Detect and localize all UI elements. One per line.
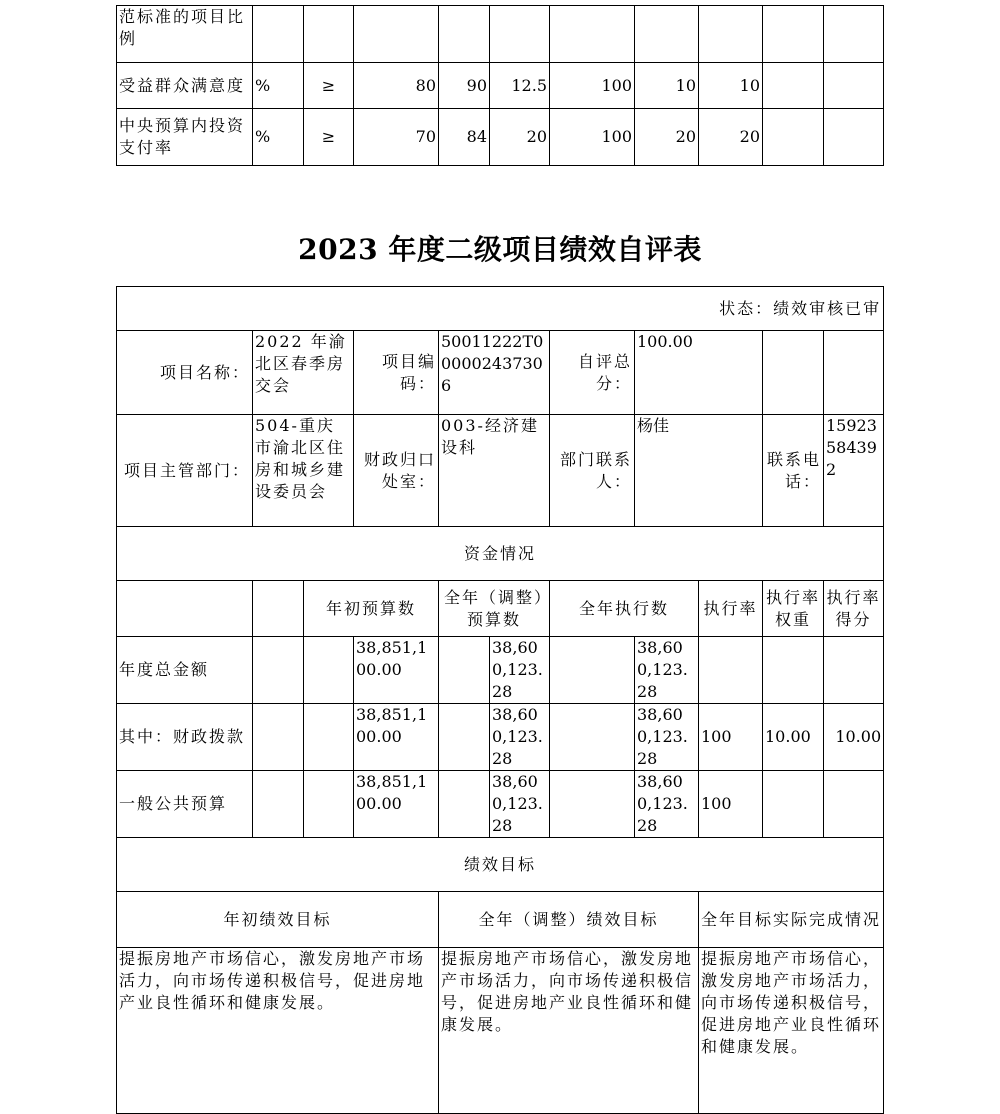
status-row — [117, 287, 884, 331]
top-indicator-table — [116, 5, 884, 166]
weight-header: 执行率权重 — [763, 581, 824, 637]
executed-header: 全年执行数 — [550, 581, 699, 637]
rate-header: 执行率 — [699, 581, 763, 637]
rate-cell: 100 — [699, 704, 763, 771]
executed-cell: 38,600,123.28 — [635, 637, 699, 704]
value-cell: 10 — [635, 63, 699, 109]
score-value: 100.00 — [635, 331, 763, 415]
goals-section-title: 绩效目标 — [117, 838, 884, 892]
operator-cell: ≥ — [304, 63, 354, 109]
project-name-row — [117, 331, 884, 415]
project-name-value: 2022 年渝北区春季房交会 — [253, 331, 354, 415]
value-cell: 70 — [354, 109, 439, 166]
project-dept-row — [117, 415, 884, 527]
goals-header-row — [117, 892, 884, 948]
goals-section-row — [117, 838, 884, 892]
weight-cell: 10.00 — [763, 704, 824, 771]
value-cell: 90 — [439, 63, 490, 109]
value-cell: 20 — [490, 109, 550, 166]
table-row — [117, 109, 884, 166]
page-title: 2023 年度二级项目绩效自评表 — [298, 233, 702, 266]
value-cell: 100 — [550, 109, 635, 166]
table-row — [117, 771, 884, 838]
adjusted-cell: 38,600,123.28 — [490, 637, 550, 704]
actual-goal-header: 全年目标实际完成情况 — [699, 892, 884, 948]
table-row — [117, 63, 884, 109]
project-code-value: 50011222T000002437306 — [439, 331, 550, 415]
adjusted-header: 全年（调整）预算数 — [439, 581, 550, 637]
budget-header: 年初预算数 — [304, 581, 439, 637]
goals-text-row — [117, 948, 884, 1114]
value-cell: 20 — [635, 109, 699, 166]
score-cell — [824, 771, 884, 838]
fund-row-label: 一般公共预算 — [117, 771, 253, 838]
executed-cell: 38,600,123.28 — [635, 704, 699, 771]
finance-value: 003-经济建设科 — [439, 415, 550, 527]
unit-cell: % — [253, 63, 304, 109]
value-cell: 84 — [439, 109, 490, 166]
rate-cell: 100 — [699, 771, 763, 838]
finance-label: 财政归口处室： — [354, 415, 439, 527]
executed-cell: 38,600,123.28 — [635, 771, 699, 838]
indicator-name: 范标准的项目比例 — [117, 6, 253, 63]
score-cell — [824, 637, 884, 704]
indicator-name: 中央预算内投资支付率 — [117, 109, 253, 166]
dept-label: 项目主管部门： — [117, 415, 253, 527]
adjusted-goal-text: 提振房地产市场信心，激发房地产市场活力，向市场传递积极信号，促进房地产业良性循环和健康发展。 — [439, 948, 699, 1114]
value-cell: 80 — [354, 63, 439, 109]
score-cell: 10.00 — [824, 704, 884, 771]
table-row — [117, 637, 884, 704]
weight-cell — [763, 637, 824, 704]
funds-header-row — [117, 581, 884, 637]
actual-goal-text: 提振房地产市场信心，激发房地产市场活力，向市场传递积极信号，促进房地产业良性循环和健康发展。 — [699, 948, 884, 1114]
table-row — [117, 6, 884, 63]
unit-cell: % — [253, 109, 304, 166]
budget-cell: 38,851,100.00 — [354, 771, 439, 838]
value-cell: 12.5 — [490, 63, 550, 109]
project-name-label: 项目名称： — [117, 331, 253, 415]
fund-row-label: 其中：财政拨款 — [117, 704, 253, 771]
adjusted-goal-header: 全年（调整）绩效目标 — [439, 892, 699, 948]
dept-value: 504-重庆市渝北区住房和城乡建设委员会 — [253, 415, 354, 527]
weight-cell — [763, 771, 824, 838]
score-label: 自评总分： — [550, 331, 635, 415]
operator-cell: ≥ — [304, 109, 354, 166]
contact-value: 杨佳 — [635, 415, 763, 527]
fund-row-label: 年度总金额 — [117, 637, 253, 704]
phone-label: 联系电话： — [763, 415, 824, 527]
phone-value: 15923584392 — [824, 415, 884, 527]
adjusted-cell: 38,600,123.28 — [490, 771, 550, 838]
budget-cell: 38,851,100.00 — [354, 704, 439, 771]
value-cell: 10 — [699, 63, 763, 109]
status-text: 状态：绩效审核已审 — [117, 287, 884, 331]
funds-section-title: 资金情况 — [117, 527, 884, 581]
evaluation-table — [116, 286, 884, 1114]
initial-goal-header: 年初绩效目标 — [117, 892, 439, 948]
rate-cell — [699, 637, 763, 704]
contact-label: 部门联系人： — [550, 415, 635, 527]
value-cell: 20 — [699, 109, 763, 166]
table-row — [117, 704, 884, 771]
funds-section-row — [117, 527, 884, 581]
budget-cell: 38,851,100.00 — [354, 637, 439, 704]
initial-goal-text: 提振房地产市场信心，激发房地产市场活力，向市场传递积极信号，促进房地产业良性循环和健康发展。 — [117, 948, 439, 1114]
project-code-label: 项目编码： — [354, 331, 439, 415]
indicator-name: 受益群众满意度 — [117, 63, 253, 109]
score-header: 执行率得分 — [824, 581, 884, 637]
value-cell: 100 — [550, 63, 635, 109]
adjusted-cell: 38,600,123.28 — [490, 704, 550, 771]
